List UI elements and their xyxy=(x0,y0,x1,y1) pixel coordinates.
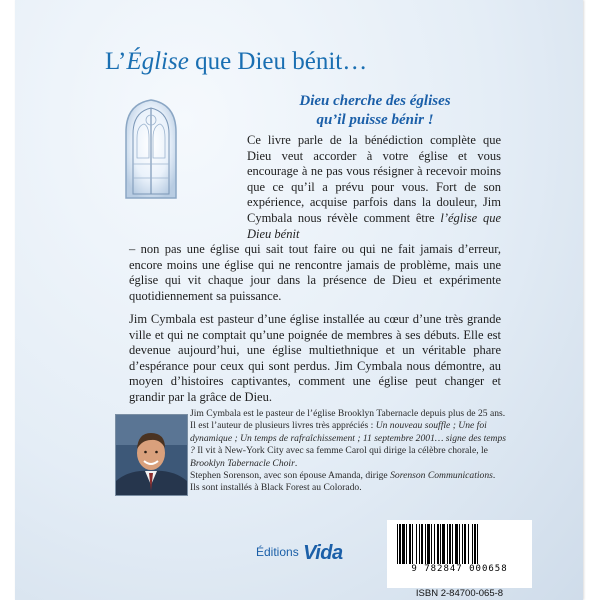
bio-cymbala: Jim Cymbala est le pasteur de l’église Brooklyn Tabernacle depuis plus de 25 ans. Il est l’auteur de plusieurs livres très appréciés : Un nouveau souffle ; Une foi dynamique ; Un temps de rafraîchissement ; 11 septembre 2001… signe des temps ? Il vit à New-York City avec sa femme Carol qui dirige la célèbre chorale, le Brooklyn Tabernacle Choir. xyxy=(190,408,507,469)
barcode-bar xyxy=(459,524,460,568)
author-bio xyxy=(190,408,508,495)
barcode-bar xyxy=(399,524,401,568)
barcode-bar xyxy=(421,524,423,568)
barcode-bar xyxy=(425,524,426,568)
barcode-bar xyxy=(409,524,411,568)
barcode-bar xyxy=(419,524,420,568)
barcode-bar xyxy=(452,524,453,568)
barcode-bar xyxy=(416,524,417,568)
barcode-bar xyxy=(427,524,430,568)
barcode-bar xyxy=(474,524,476,568)
author-photo xyxy=(115,414,188,496)
barcode-bar xyxy=(477,524,478,568)
barcode xyxy=(387,520,532,588)
barcode-bar xyxy=(402,524,405,568)
church-window-illustration xyxy=(118,98,184,200)
isbn-label: ISBN 2-84700-065-8 xyxy=(415,588,504,599)
barcode-bar xyxy=(431,524,432,568)
barcode-bar xyxy=(437,524,439,568)
barcode-bar xyxy=(464,524,466,568)
barcode-bar xyxy=(406,524,407,568)
barcode-bar xyxy=(447,524,448,568)
barcode-number: 9 782847 000658 xyxy=(393,564,526,574)
barcode-bar xyxy=(412,524,413,568)
publisher-logo: Éditions Vida xyxy=(256,542,343,564)
cover-title: L’Église que Dieu bénit… xyxy=(105,48,368,75)
barcode-bars-icon xyxy=(395,524,524,568)
barcode-bar xyxy=(462,524,463,568)
back-cover xyxy=(15,0,583,600)
barcode-bar xyxy=(434,524,435,568)
barcode-bar xyxy=(455,524,458,568)
barcode-bar xyxy=(442,524,445,568)
body-paragraph-1: – non pas une église qui sait tout faire ou qui ne fait jamais d’erreur, encore moins une église qui ne rencontre jamais de problème, mais une église qui vit chaque jour dans la présence de Dieu et expérimente quotidiennement sa puissance. xyxy=(129,242,501,303)
barcode-bar xyxy=(440,524,441,568)
barcode-bar xyxy=(468,524,469,568)
barcode-bar xyxy=(449,524,451,568)
bio-location: Ils sont installés à Black Forest au Colorado. xyxy=(190,482,362,494)
barcode-bar xyxy=(472,524,473,568)
cover-subtitle: Dieu cherche des églises qu’il puisse bénir ! xyxy=(299,93,451,128)
barcode-bar xyxy=(397,524,398,568)
bio-sorenson: Stephen Sorenson, avec son épouse Amanda, dirige Sorenson Communications. xyxy=(190,470,496,482)
intro-paragraph: Ce livre parle de la bénédiction complète que Dieu veut accorder à votre église et vous encourage à ne pas vous résigner à recevoir moins que ce qu’il a prévu pour vous. Fort de son expérience, acquise parfois dans la douleur, Jim Cymbala nous révèle comment être l’église que Dieu bénit xyxy=(247,133,501,241)
body-paragraph-2: Jim Cymbala est pasteur d’une église installée au cœur d’une très grande ville et qui ne comptait qu’une poignée de membres à ses débuts. Elle est devenue aujourd’hui, une église multiethnique et un véritable phare d’espérance pour ceux qui sont perdus. Jim Cymbala nous démontre, au moyen d’histoires captivantes, comment une église peut changer et grandir par la grâce de Dieu. xyxy=(129,312,501,404)
